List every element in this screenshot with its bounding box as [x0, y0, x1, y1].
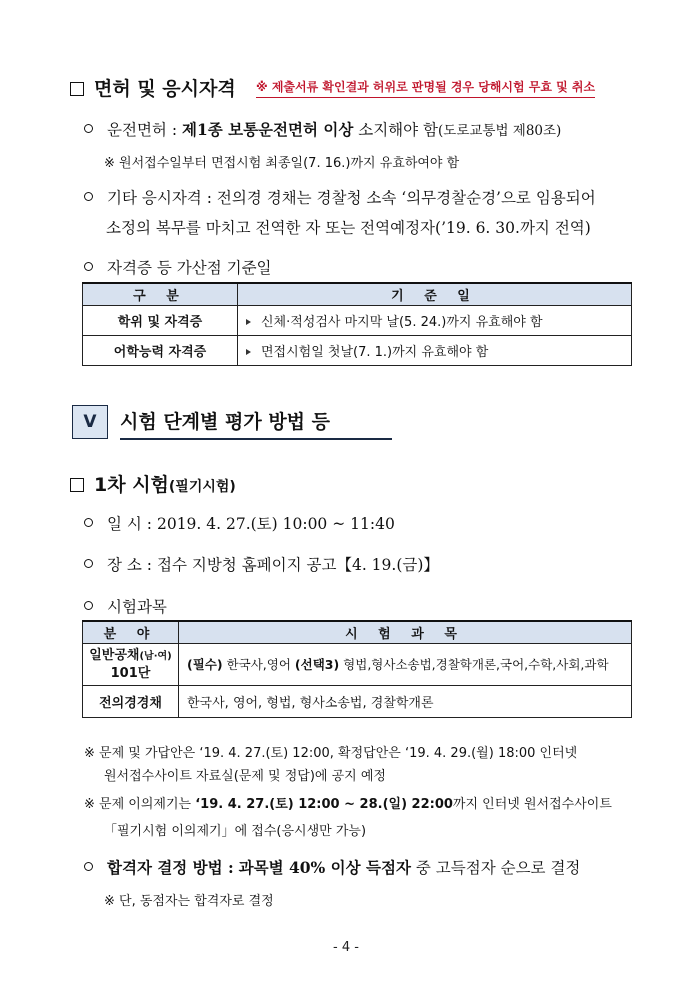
answer-notice-line2: 원서접수사이트 자료실(문제 및 정답)에 공지 예정: [104, 769, 386, 784]
circle-bullet-icon: [84, 559, 93, 568]
circle-bullet-icon: [84, 601, 93, 610]
cert-label: 자격증 등 가산점 기준일: [84, 256, 272, 278]
section-numeral-badge: V: [72, 405, 108, 439]
exam1-heading: 1차 시험(필기시험): [70, 470, 236, 497]
square-bullet-icon: [70, 478, 84, 492]
table-row: 일반공채(남·여) 101단 (필수) 한국사,영어 (선택3) 형법,형사소송법,경찰학개론,국어,수학,사회,과학: [83, 643, 632, 685]
objection-notice-line2: 「필기시험 이의제기」에 접수(응시생만 가능): [104, 824, 367, 839]
other-qualification-line1: 기타 응시자격 : 전의경 경채는 경찰청 소속 ‘의무경찰순경’으로 임용되어: [84, 186, 596, 208]
triangle-bullet-icon: [246, 349, 251, 355]
section-title: 면허 및 응시자격: [94, 78, 236, 100]
table-row: 학위 및 자격증 신체·적성검사 마지막 날(5. 24.)까지 유효해야 함: [83, 305, 632, 335]
subjects-table: [82, 620, 632, 718]
pass-decision-note: ※ 단, 동점자는 합격자로 결정: [104, 894, 274, 909]
answer-notice-line1: ※ 문제 및 가답안은 ‘19. 4. 27.(토) 12:00, 확정답안은 ‘19. 4. 29.(월) 18:00 인터넷: [84, 746, 578, 761]
circle-bullet-icon: [84, 862, 93, 871]
pass-decision-line: 합격자 결정 방법 : 과목별 40% 이상 득점자 중 고득점자 순으로 결정: [84, 856, 580, 878]
square-bullet-icon: [70, 82, 84, 96]
objection-notice-line1: ※ 문제 이의제기는 ‘19. 4. 27.(토) 12:00 ~ 28.(일) 22:00까지 인터넷 원서접수사이트: [84, 797, 612, 812]
cert-header-category: 구 분: [83, 283, 238, 305]
circle-bullet-icon: [84, 192, 93, 201]
cert-header-criterion: 기 준 일: [238, 283, 632, 305]
triangle-bullet-icon: [246, 319, 251, 325]
subjects-header-subjects: 시 험 과 목: [179, 621, 632, 643]
table-row: 전의경경채 한국사, 영어, 형법, 형사소송법, 경찰학개론: [83, 685, 632, 717]
license-line: 운전면허 : 제1종 보통운전면허 이상 소지해야 함(도로교통법 제80조): [84, 118, 561, 140]
subjects-header-field: 분 야: [83, 621, 179, 643]
section-title: 시험 단계별 평가 방법 등: [120, 411, 330, 433]
circle-bullet-icon: [84, 124, 93, 133]
exam-place-line: 장 소 : 접수 지방청 홈페이지 공고【4. 19.(금)】: [84, 553, 439, 575]
license-note: ※ 원서접수일부터 면접시험 최종일(7. 16.)까지 유효하여야 함: [104, 156, 460, 171]
page-number: - 4 -: [333, 940, 359, 955]
cert-table: [82, 282, 632, 366]
subjects-label: 시험과목: [84, 595, 167, 617]
warning-note: ※ 제출서류 확인결과 허위로 판명될 경우 당해시험 무효 및 취소: [256, 78, 595, 98]
circle-bullet-icon: [84, 262, 93, 271]
title-underline: [120, 438, 392, 440]
circle-bullet-icon: [84, 518, 93, 527]
exam-date-line: 일 시 : 2019. 4. 27.(토) 10:00 ~ 11:40: [84, 512, 395, 534]
section-heading-license: [70, 74, 236, 101]
other-qualification-line2: 소정의 복무를 마치고 전역한 자 또는 전역예정자(’19. 6. 30.까지 전역): [106, 219, 591, 237]
table-row: 어학능력 자격증 면접시험일 첫날(7. 1.)까지 유효해야 함: [83, 335, 632, 365]
